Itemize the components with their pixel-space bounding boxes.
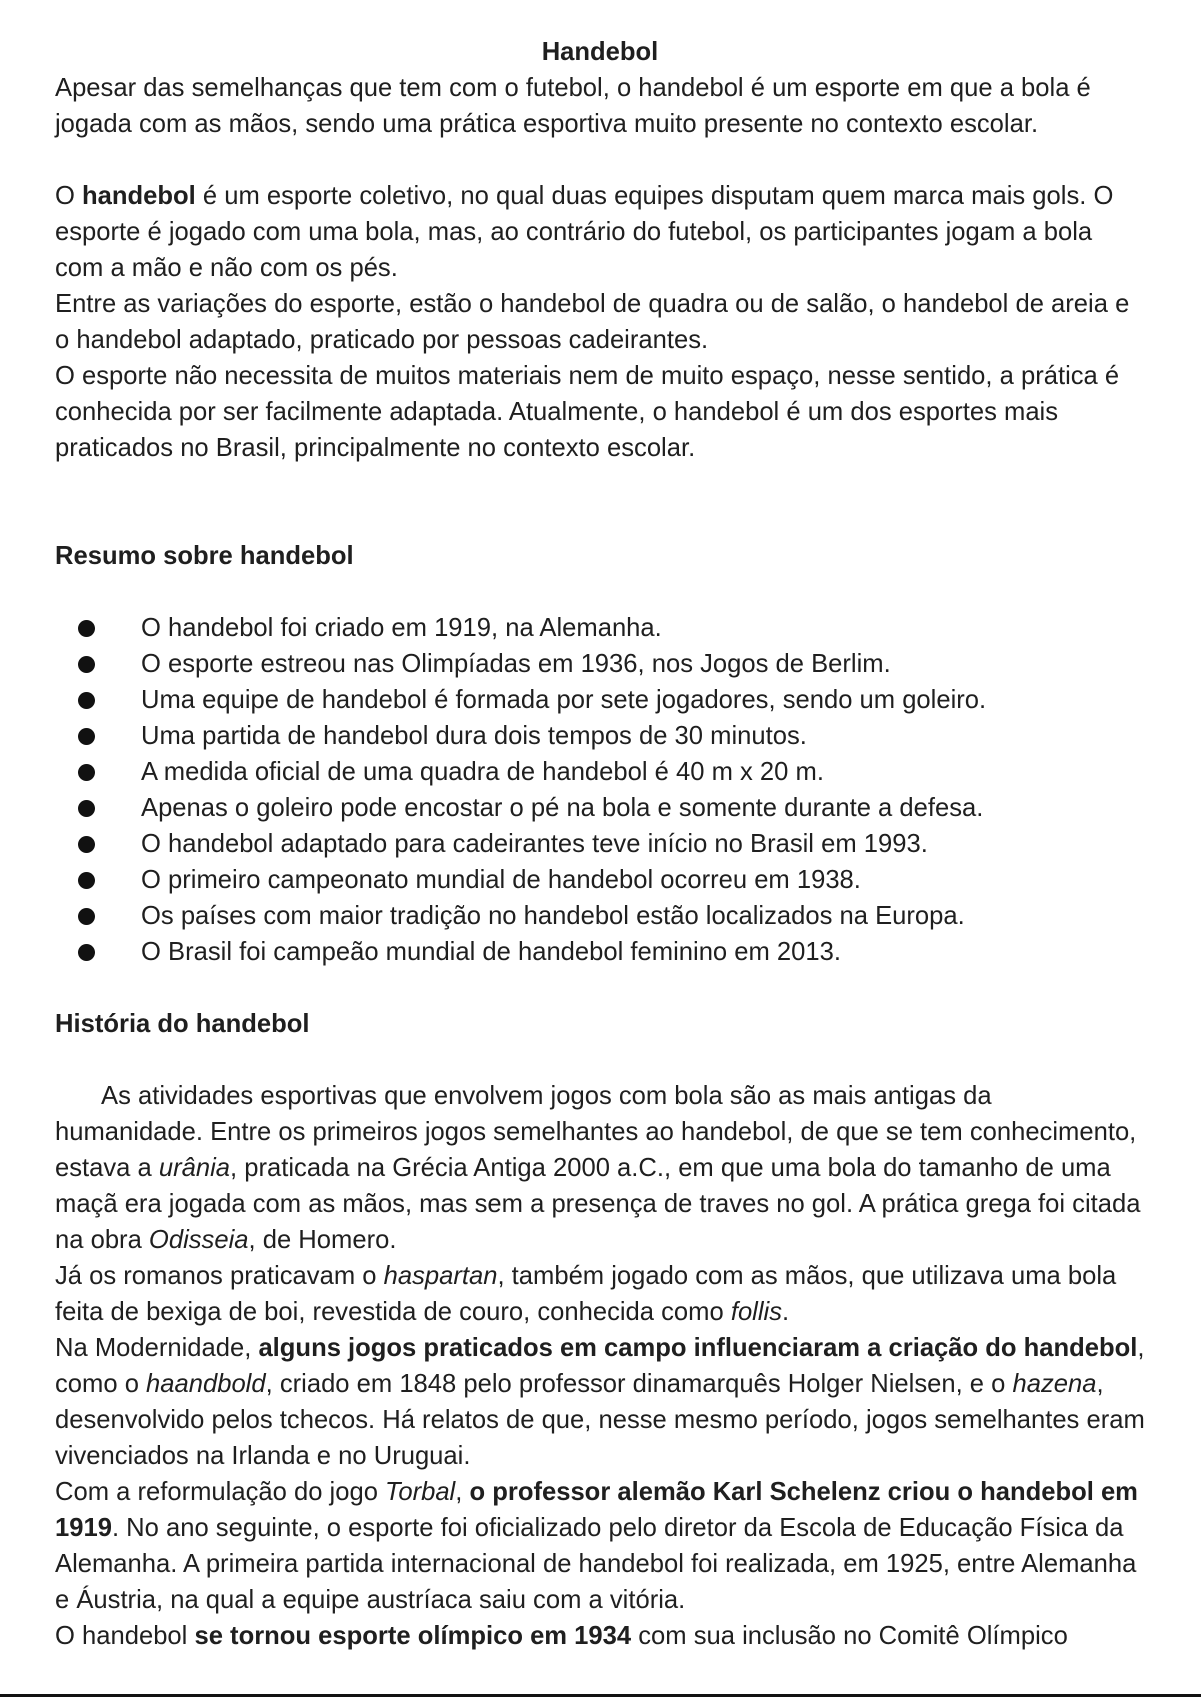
text: As atividades esportivas que envolvem jogos com bola são as mais antigas da humanidade. Entre os primeiros jogos semelhantes ao handebol, de que se tem conhecimento, estava a <box>55 1082 1137 1182</box>
italic-term: Torbal <box>385 1478 456 1506</box>
text: O <box>55 182 83 210</box>
spacer <box>55 574 1145 610</box>
list-item-text: O handebol adaptado para cadeirantes teve início no Brasil em 1993. <box>141 830 928 858</box>
bullet-icon <box>78 692 95 709</box>
text: , <box>455 1478 470 1506</box>
bullet-icon <box>78 944 95 961</box>
italic-term: follis <box>730 1298 783 1326</box>
page-title: Handebol <box>541 38 659 66</box>
history-paragraph-ancient <box>55 1078 1145 1258</box>
spacer <box>55 466 1145 538</box>
list-item <box>55 898 1145 934</box>
italic-term: haandbold <box>146 1370 266 1398</box>
bold-term: handebol <box>82 182 196 210</box>
bullet-icon <box>78 908 95 925</box>
list-item-text: O Brasil foi campeão mundial de handebol feminino em 2013. <box>141 938 841 966</box>
spacer <box>55 970 1145 1006</box>
list-item-text: O handebol foi criado em 1919, na Alemanha. <box>141 614 662 642</box>
spacer <box>55 1042 1145 1078</box>
history-paragraph-modern <box>55 1330 1145 1474</box>
list-item-text: A medida oficial de uma quadra de handebol é 40 m x 20 m. <box>141 758 824 786</box>
summary-list <box>55 610 1145 970</box>
spacer <box>55 142 1145 178</box>
list-item <box>55 862 1145 898</box>
list-item-text: O esporte estreou nas Olimpíadas em 1936, nos Jogos de Berlim. <box>141 650 891 678</box>
list-item <box>55 610 1145 646</box>
intro-paragraph: Apesar das semelhanças que tem com o futebol, o handebol é um esporte em que a bola é jogada com as mãos, sendo uma prática esportiva muito presente no contexto escolar. <box>55 74 1091 138</box>
italic-term: Odisseia <box>148 1226 249 1254</box>
history-heading: História do handebol <box>55 1010 310 1038</box>
text: é um esporte coletivo, no qual duas equipes disputam quem marca mais gols. O esporte é jogado com uma bola, mas, ao contrário do futebol, os participantes jogam a bola com a mão e não com os pés. <box>55 182 1114 282</box>
bullet-icon <box>78 728 95 745</box>
history-paragraph-olympic <box>55 1618 1145 1654</box>
bullet-icon <box>78 872 95 889</box>
text: , como o <box>55 1334 1145 1398</box>
summary-heading: Resumo sobre handebol <box>55 542 354 570</box>
bullet-icon <box>78 620 95 637</box>
bold-phrase: se tornou esporte olímpico em 1934 <box>194 1622 632 1650</box>
list-item <box>55 718 1145 754</box>
list-item-text: Apenas o goleiro pode encostar o pé na bola e somente durante a defesa. <box>141 794 984 822</box>
list-item <box>55 826 1145 862</box>
variations-paragraph: Entre as variações do esporte, estão o handebol de quadra ou de salão, o handebol de areia e o handebol adaptado, praticado por pessoas cadeirantes. <box>55 290 1130 354</box>
bullet-icon <box>78 656 95 673</box>
bold-phrase: o professor alemão Karl Schelenz criou o handebol em 1919 <box>55 1478 1138 1542</box>
history-paragraph-creation <box>55 1474 1145 1618</box>
text: Com a reformulação do jogo <box>55 1478 386 1506</box>
list-item <box>55 646 1145 682</box>
list-item <box>55 790 1145 826</box>
list-item <box>55 754 1145 790</box>
bullet-icon <box>78 800 95 817</box>
list-item-text: O primeiro campeonato mundial de handebol ocorreu em 1938. <box>141 866 861 894</box>
bullet-icon <box>78 764 95 781</box>
italic-term: urânia <box>158 1154 231 1182</box>
text: . No ano seguinte, o esporte foi oficializado pelo diretor da Escola de Educação Física da Alemanha. A primeira partida internacional de handebol foi realizada, em 1925, entre Alemanha e Áustria, na qual a equipe austríaca saiu com a vitória. <box>55 1514 1137 1614</box>
list-item <box>55 682 1145 718</box>
list-item-text: Os países com maior tradição no handebol estão localizados na Europa. <box>141 902 965 930</box>
definition-paragraph <box>55 178 1145 286</box>
list-item-text: Uma equipe de handebol é formada por sete jogadores, sendo um goleiro. <box>141 686 987 714</box>
text: , de Homero. <box>248 1226 397 1254</box>
list-item-text: Uma partida de handebol dura dois tempos de 30 minutos. <box>141 722 807 750</box>
text: , criado em 1848 pelo professor dinamarquês Holger Nielsen, e o <box>265 1370 1013 1398</box>
bullet-icon <box>78 836 95 853</box>
list-item <box>55 934 1145 970</box>
text: , também jogado com as mãos, que utilizava uma bola feita de bexiga de boi, revestida de couro, conhecida como <box>55 1262 1117 1326</box>
text: , praticada na Grécia Antiga 2000 a.C., em que uma bola do tamanho de uma maçã era jogada com as mãos, mas sem a presença de traves no gol. A prática grega foi citada na obra <box>55 1154 1141 1254</box>
text: com sua inclusão no Comitê Olímpico <box>631 1622 1068 1650</box>
bold-phrase: alguns jogos praticados em campo influenciaram a criação do handebol <box>258 1334 1138 1362</box>
materials-paragraph: O esporte não necessita de muitos materiais nem de muito espaço, nesse sentido, a prática é conhecida por ser facilmente adaptada. Atualmente, o handebol é um dos esportes mais praticados no Brasil, principalmente no contexto escolar. <box>55 362 1120 462</box>
text: . <box>782 1298 790 1326</box>
text: Na Modernidade, <box>55 1334 259 1362</box>
history-paragraph-romans <box>55 1258 1145 1330</box>
text: O handebol <box>55 1622 195 1650</box>
italic-term: haspartan <box>383 1262 498 1290</box>
text: Já os romanos praticavam o <box>55 1262 384 1290</box>
text: , desenvolvido pelos tchecos. Há relatos de que, nesse mesmo período, jogos semelhantes eram vivenciados na Irlanda e no Uruguai. <box>55 1370 1145 1470</box>
italic-term: hazena <box>1012 1370 1097 1398</box>
